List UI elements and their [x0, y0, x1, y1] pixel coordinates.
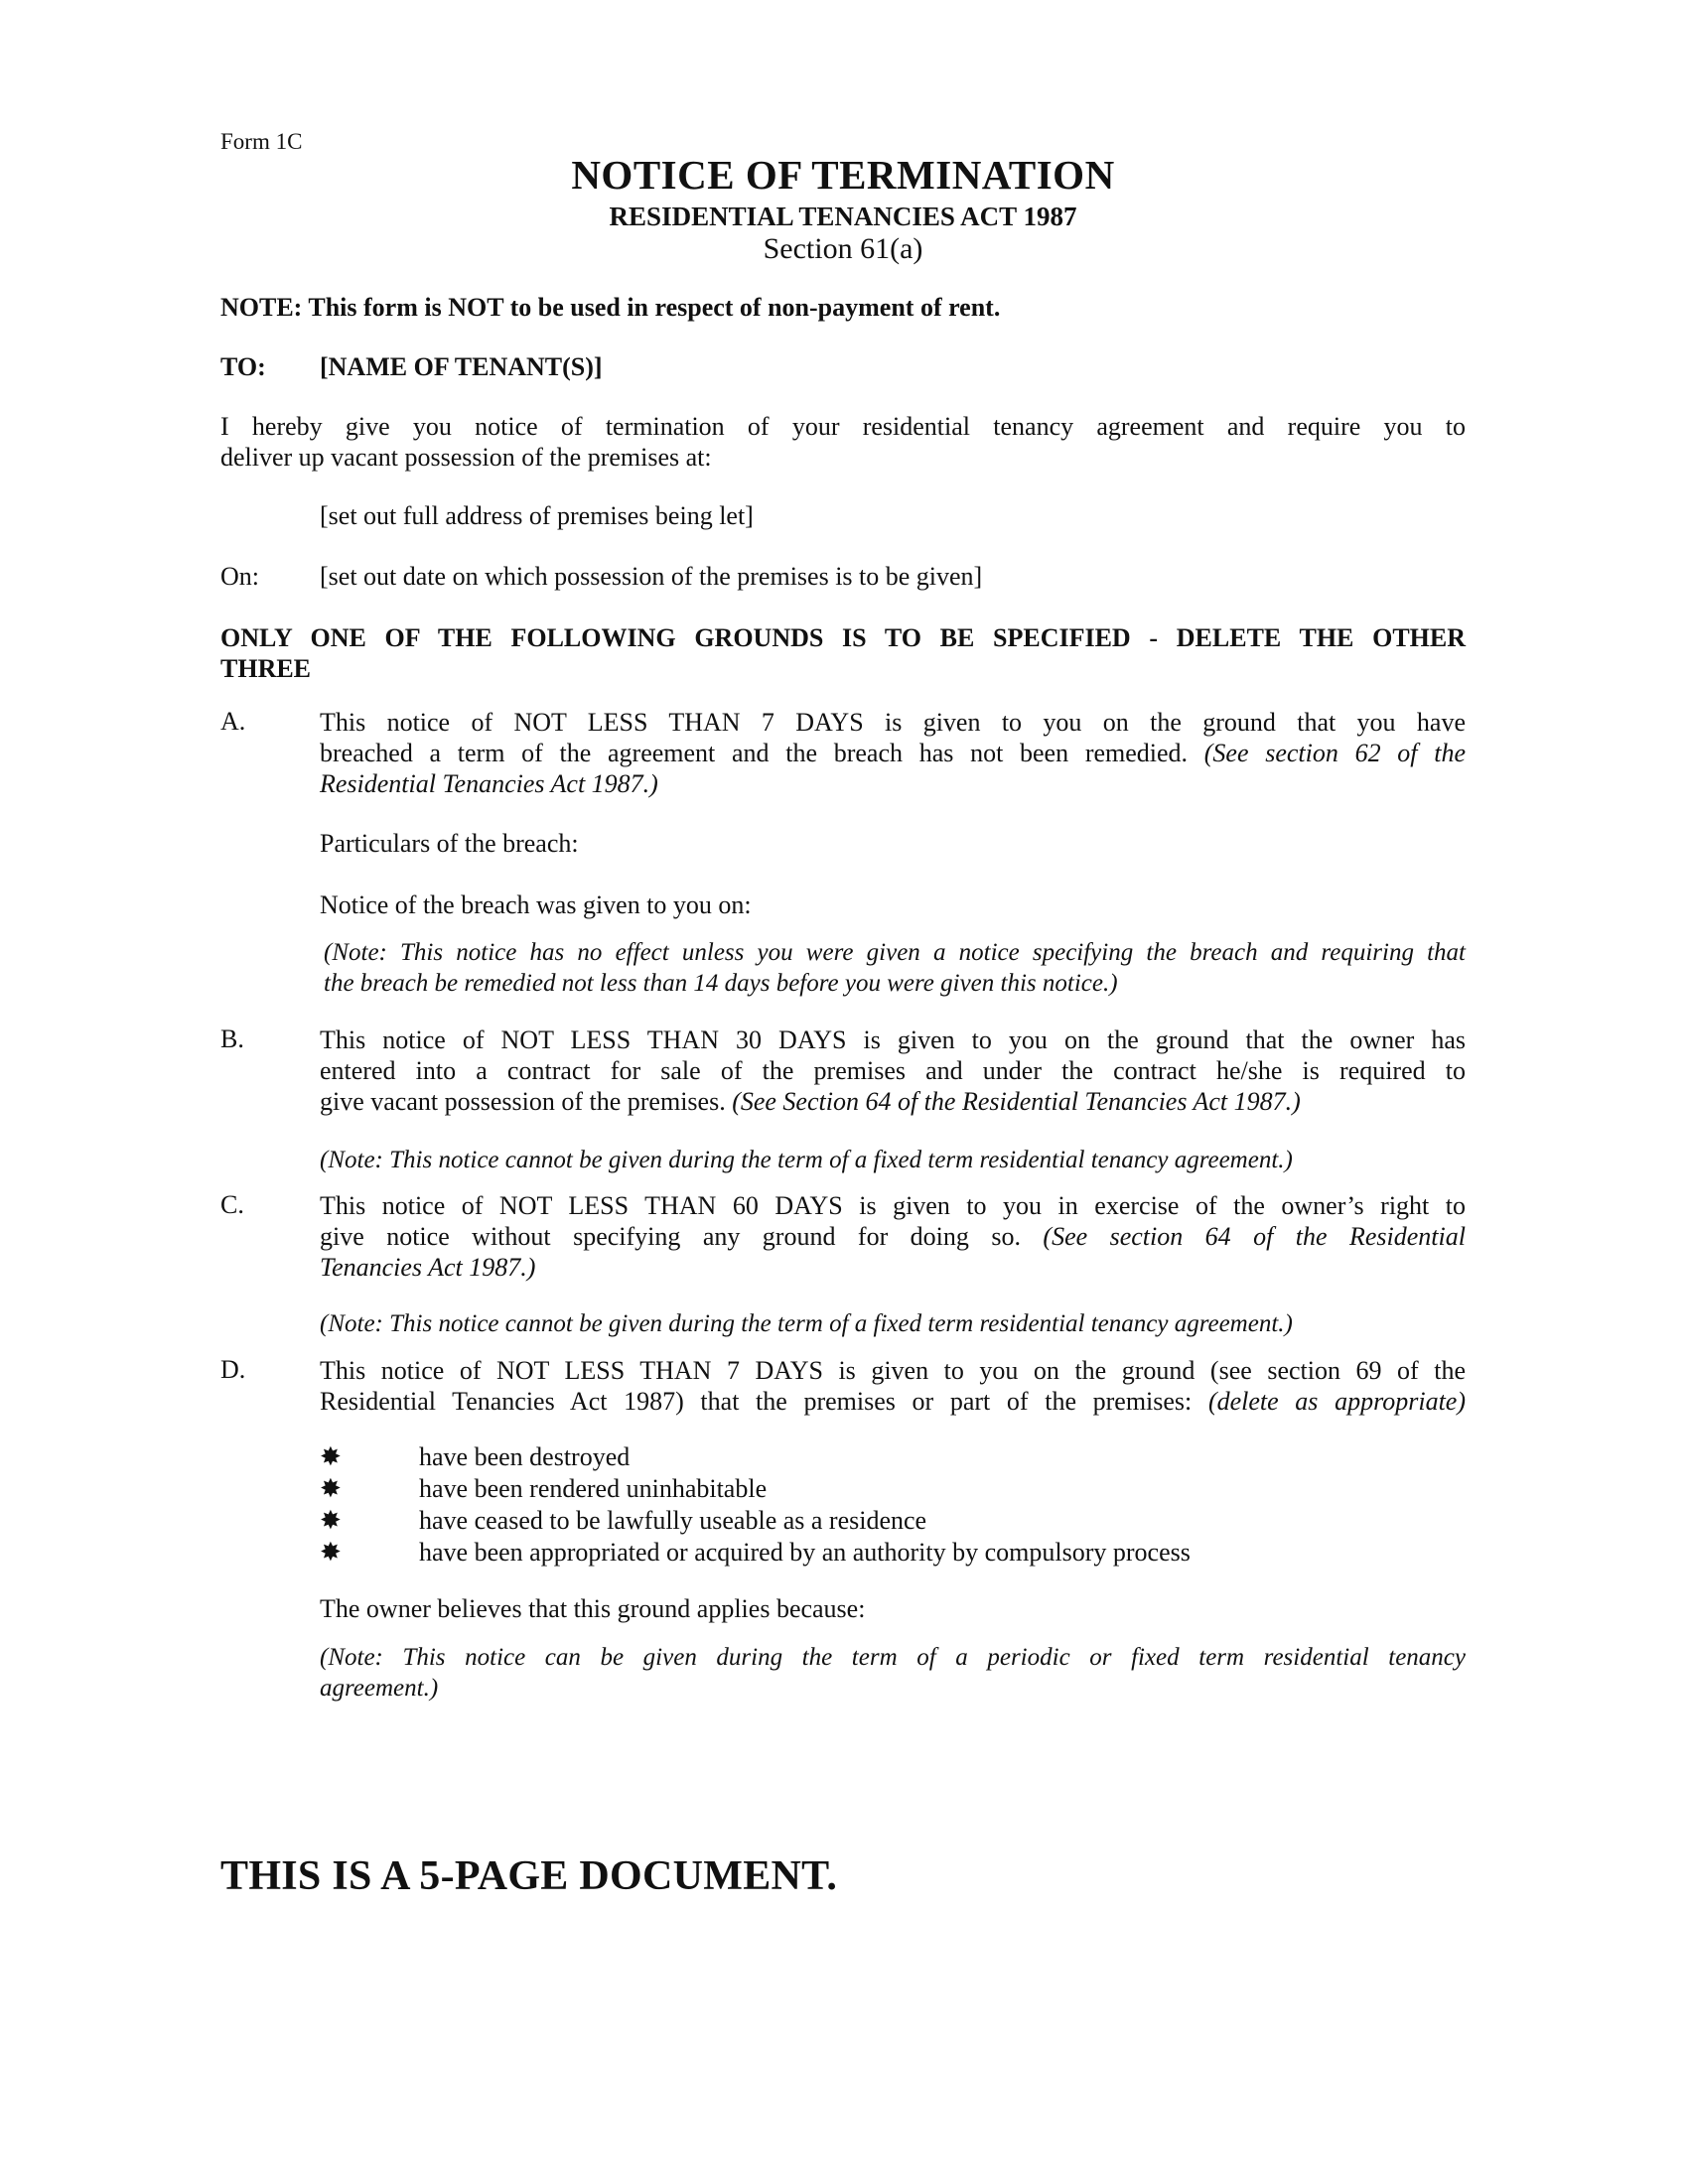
ground-a-line-2-italic: (See section 62 of the	[1203, 739, 1466, 767]
list-item	[320, 1505, 1466, 1537]
ground-c-text	[320, 1190, 1466, 1283]
asterisk-bullet-icon: ✸	[320, 1474, 342, 1504]
ground-d-note-line-1: (Note: This notice can be given during the term of a periodic or fixed term residential tenancy	[320, 1644, 1466, 1671]
grounds-heading	[220, 622, 1466, 684]
grounds-heading-line-1: ONLY ONE OF THE FOLLOWING GROUNDS IS TO BE SPECIFIED - DELETE THE OTHER	[220, 623, 1466, 652]
form-id: Form 1C	[220, 129, 303, 154]
document-subtitle: RESIDENTIAL TENANCIES ACT 1987	[609, 202, 1077, 231]
ground-c-letter: C.	[220, 1190, 244, 1219]
ground-a-note	[324, 937, 1466, 999]
list-item	[320, 1441, 1466, 1473]
ground-a-line-3: Residential Tenancies Act 1987.)	[320, 769, 658, 798]
list-item	[320, 1473, 1466, 1505]
intro-line-1: I hereby give you notice of termination of your residential tenancy agreement and require you to	[220, 412, 1466, 441]
ground-c-note: (Note: This notice cannot be given during the term of a fixed term residential tenancy agreement.)	[320, 1310, 1293, 1337]
grounds-heading-line-2: THREE	[220, 654, 312, 683]
ground-b-letter: B.	[220, 1024, 244, 1053]
ground-a-text	[320, 707, 1466, 799]
usage-note: NOTE: This form is NOT to be used in respect of non-payment of rent.	[220, 293, 1001, 322]
ground-a-line-2	[320, 738, 1466, 768]
ground-b-line-3-plain: give vacant possession of the premises.	[320, 1087, 733, 1116]
ground-d-line-1: This notice of NOT LESS THAN 7 DAYS is given to you on the ground (see section 69 of the	[320, 1356, 1466, 1385]
ground-d-text	[320, 1355, 1466, 1417]
ground-d-line-2	[320, 1386, 1466, 1417]
ground-d-owner-believes: The owner believes that this ground applies because:	[320, 1594, 866, 1623]
asterisk-bullet-icon: ✸	[320, 1442, 342, 1472]
ground-d-line-2-italic: (delete as appropriate)	[1207, 1387, 1466, 1416]
ground-b-line-3	[320, 1086, 1466, 1117]
ground-d-note-line-2: agreement.)	[320, 1675, 439, 1702]
intro-line-2: deliver up vacant possession of the premises at:	[220, 443, 712, 472]
address-placeholder: [set out full address of premises being let]	[320, 501, 754, 530]
ground-a-notice-given: Notice of the breach was given to you on:	[320, 890, 752, 919]
asterisk-bullet-icon: ✸	[320, 1538, 342, 1568]
page-count-banner: THIS IS A 5-PAGE DOCUMENT.	[220, 1853, 838, 1899]
bullet-text: have been rendered uninhabitable	[419, 1474, 768, 1503]
asterisk-bullet-icon: ✸	[320, 1506, 342, 1536]
ground-b-line-1: This notice of NOT LESS THAN 30 DAYS is given to you on the ground that the owner has	[320, 1025, 1466, 1054]
document-title: NOTICE OF TERMINATION	[571, 152, 1115, 198]
bullet-text: have been destroyed	[419, 1442, 631, 1471]
ground-c-line-3: Tenancies Act 1987.)	[320, 1253, 536, 1282]
list-item	[320, 1537, 1466, 1569]
ground-a-particulars: Particulars of the breach:	[320, 829, 579, 858]
tenant-name-placeholder: [NAME OF TENANT(S)]	[320, 352, 603, 381]
intro-paragraph	[220, 411, 1466, 473]
ground-a-note-line-1: (Note: This notice has no effect unless you were given a notice specifying the breach and requiring that	[324, 939, 1466, 966]
on-label: On:	[220, 562, 259, 591]
ground-b-line-3-italic: (See Section 64 of the Residential Tenancies Act 1987.)	[732, 1087, 1301, 1116]
ground-c-line-2-italic: (See section 64 of the Residential	[1043, 1222, 1466, 1251]
ground-b-note: (Note: This notice cannot be given during the term of a fixed term residential tenancy agreement.)	[320, 1147, 1293, 1173]
ground-d-note	[320, 1642, 1466, 1704]
ground-a-letter: A.	[220, 707, 246, 736]
ground-d-bullet-list	[320, 1441, 1466, 1569]
ground-d-letter: D.	[220, 1355, 246, 1384]
to-label: TO:	[220, 352, 266, 381]
ground-c-line-2	[320, 1221, 1466, 1252]
ground-a-line-2-plain: breached a term of the agreement and the breach has not been remedied.	[320, 739, 1204, 767]
section-reference: Section 61(a)	[763, 232, 923, 265]
bullet-text: have been appropriated or acquired by an authority by compulsory process	[419, 1538, 1191, 1567]
ground-c-line-2-plain: give notice without specifying any ground for doing so.	[320, 1222, 1044, 1251]
date-placeholder: [set out date on which possession of the premises is to be given]	[320, 562, 983, 591]
ground-b-text	[320, 1024, 1466, 1117]
ground-d-line-2-plain: Residential Tenancies Act 1987) that the premises or part of the premises:	[320, 1387, 1208, 1416]
ground-b-line-2: entered into a contract for sale of the premises and under the contract he/she is required to	[320, 1056, 1466, 1085]
bullet-text: have ceased to be lawfully useable as a residence	[419, 1506, 927, 1535]
ground-c-line-1: This notice of NOT LESS THAN 60 DAYS is given to you in exercise of the owner’s right to	[320, 1191, 1466, 1220]
ground-a-line-1: This notice of NOT LESS THAN 7 DAYS is given to you on the ground that you have	[320, 708, 1466, 737]
ground-a-note-line-2: the breach be remedied not less than 14 days before you were given this notice.)	[324, 970, 1118, 997]
